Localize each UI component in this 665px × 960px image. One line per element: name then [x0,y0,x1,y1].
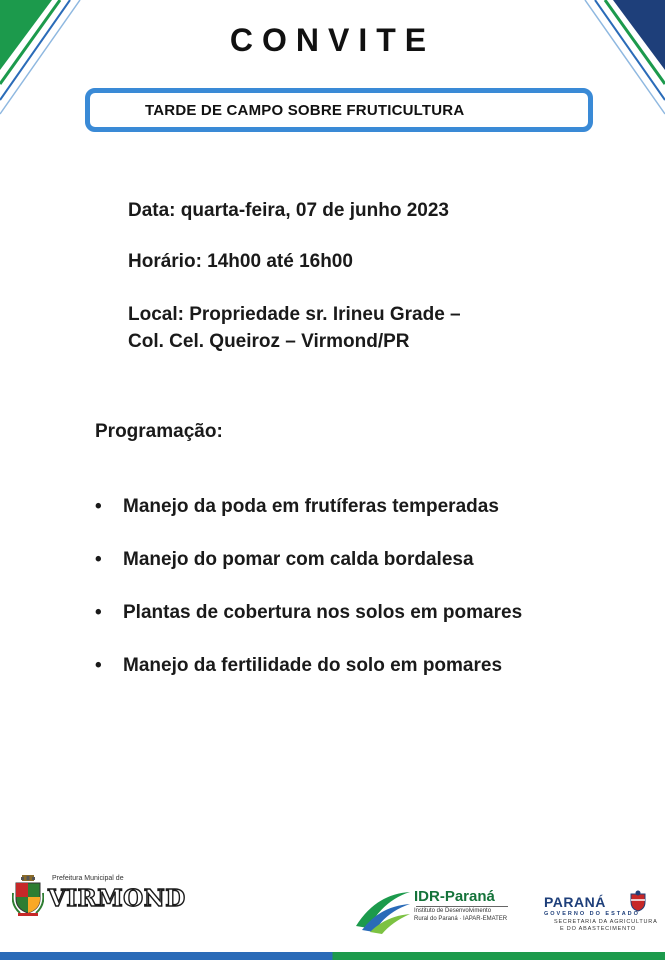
idr-parana-logo [354,884,514,939]
event-title-box [85,88,593,132]
page-title: CONVITE [229,22,436,58]
program-item-text: Manejo do pomar com calda bordalesa [123,549,474,570]
event-time: Horário: 14h00 até 16h00 [128,251,353,272]
program-item-text: Manejo da poda em frutíferas temperadas [123,496,499,517]
event-location-line-2: Col. Cel. Queiroz – Virmond/PR [128,331,410,352]
idr-caption-line-2: Rural do Paraná · IAPAR-EMATER [414,916,508,922]
idr-divider [416,906,508,907]
event-location-line-1: Local: Propriedade sr. Irineu Grade – [128,304,461,325]
idr-name: IDR-Paraná [414,888,495,905]
program-list [95,496,522,708]
parana-government-label: GOVERNO DO ESTADO [544,911,640,917]
corner-decoration-left [0,0,90,120]
bullet-icon: • [95,655,102,676]
event-date: Data: quarta-feira, 07 de junho 2023 [128,200,449,221]
parana-secretariat-line-1: SECRETARIA DA AGRICULTURA [554,919,658,925]
parana-name: PARANÁ [544,894,606,910]
state-coat-of-arms-icon [628,890,648,912]
virmond-caption: Prefeitura Municipal de [52,875,124,882]
virmond-name: VIRMOND [48,885,186,912]
idr-swoosh-logo-icon [354,884,412,934]
parana-secretariat-line-2: E DO ABASTECIMENTO [560,926,637,932]
program-item [95,602,522,655]
program-item [95,496,522,549]
bullet-icon: • [95,602,102,623]
program-heading: Programação: [95,421,223,442]
parana-state-logo [540,890,658,940]
bullet-icon: • [95,549,102,570]
municipal-coat-of-arms-icon [12,875,44,917]
event-title: TARDE DE CAMPO SOBRE FRUTICULTURA [145,102,465,119]
program-item-text: Plantas de cobertura nos solos em pomares [123,602,523,623]
idr-caption-line-1: Instituto de Desenvolvimento [414,908,492,914]
program-item-text: Manejo da fertilidade do solo em pomares [123,655,503,676]
event-location [128,301,461,355]
virmond-logo [12,873,202,919]
program-item [95,549,522,602]
program-item [95,655,522,708]
bottom-color-bar [0,952,665,960]
bullet-icon: • [95,496,102,517]
